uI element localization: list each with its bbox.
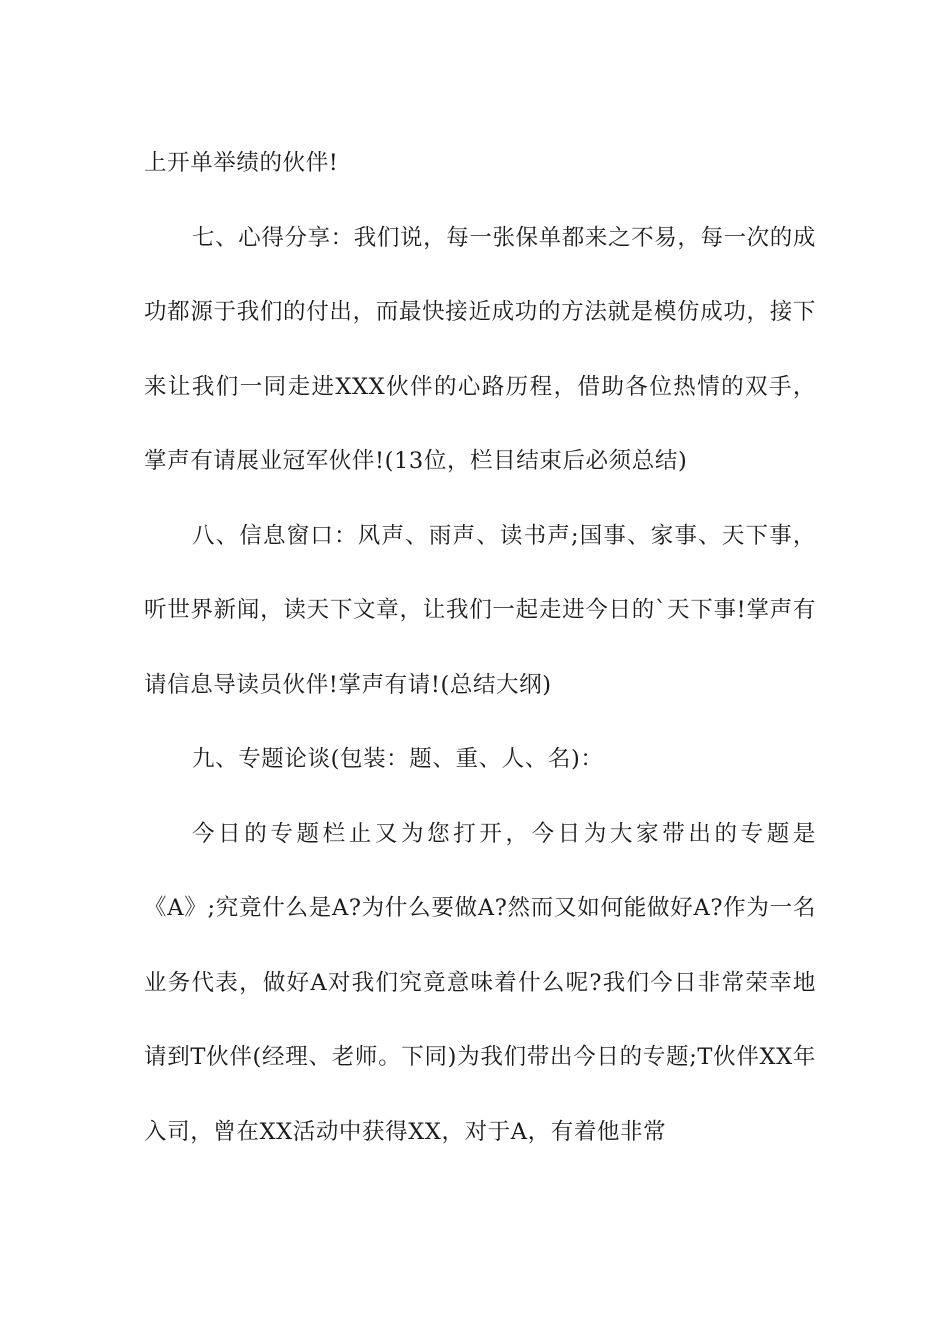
paragraph-topic-body: 今日的专题栏止又为您打开，今日为大家带出的专题是《A》;究竟什么是A?为什么要做A?然而又如何能做好A?作为一名业务代表，做好A对我们究竟意味着什么呢?我们今日非常荣幸地请到T伙伴(经理、老师。下同)为我们带出今日的专题;T伙伴XX年入司，曾在XX活动中获得XX，对于A，有着他非常 [144,820,816,1145]
document-body [144,126,816,1169]
paragraph-topic-heading: 九、专题论谈(包装：题、重、人、名)： [192,746,604,772]
paragraph-info-window: 八、信息窗口：风声、雨声、读书声;国事、家事、天下事，听世界新闻，读天下文章，让我们一起走进今日的`天下事!掌声有请信息导读员伙伴!掌声有请!(总结大纲) [144,522,816,698]
paragraph-continuation: 上开单举绩的伙伴! [144,150,339,176]
paragraph-experience-sharing: 七、心得分享：我们说，每一张保单都来之不易，每一次的成功都源于我们的付出，而最快接近成功的方法就是模仿成功，接下来让我们一同走进XXX伙伴的心路历程，借助各位热情的双手，掌声有请展业冠军伙伴!(13位，栏目结束后必须总结) [144,224,816,474]
